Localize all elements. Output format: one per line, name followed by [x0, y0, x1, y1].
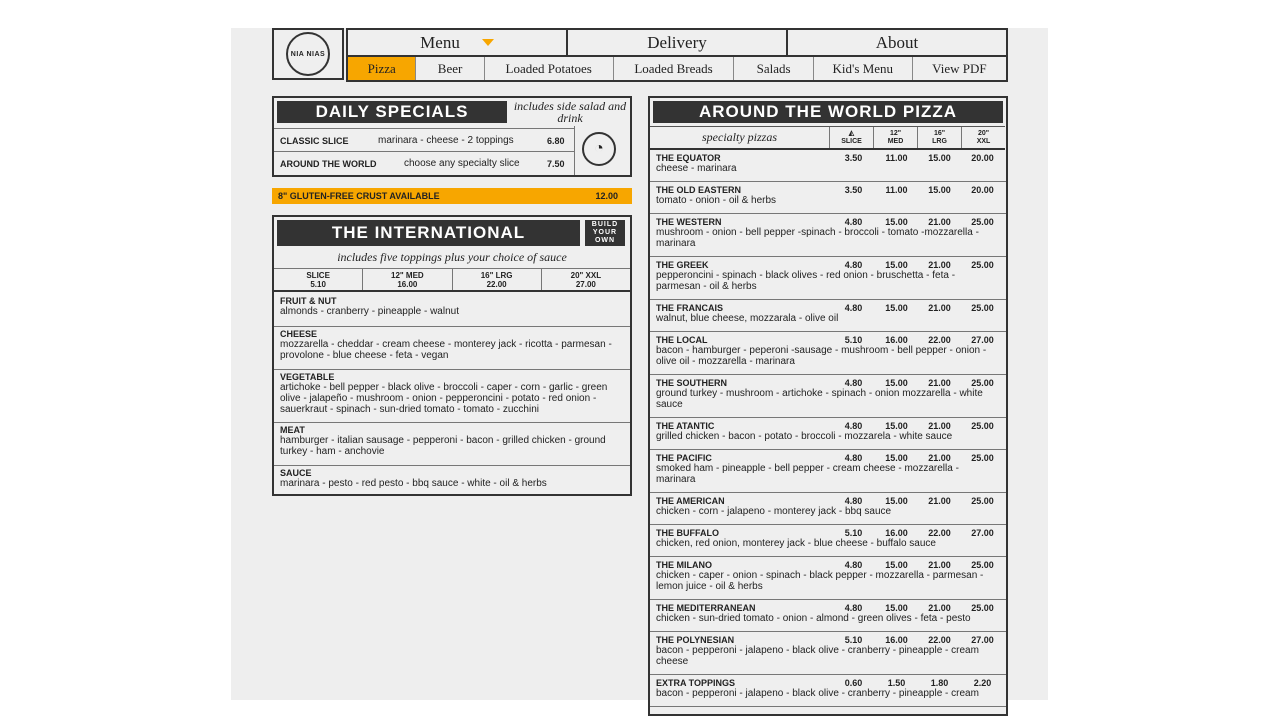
pizza-price: 1.80 — [930, 678, 949, 688]
pizza-price: 27.00 — [971, 335, 994, 345]
subnav-beer[interactable]: Beer — [416, 57, 484, 80]
pizza-name: THE FRANCAIS — [656, 303, 723, 313]
pizza-price: 21.00 — [928, 560, 951, 570]
pizza-price: 25.00 — [971, 217, 994, 227]
around-world-panel — [648, 96, 1008, 716]
gluten-free-banner — [272, 188, 632, 204]
pizza-price: 4.80 — [844, 378, 863, 388]
pizza-row — [650, 675, 1006, 707]
around-world-title: AROUND THE WORLD PIZZA — [653, 101, 1003, 123]
pizza-price: 21.00 — [928, 378, 951, 388]
size-price: 5.10 — [310, 279, 326, 289]
gluten-free-price: 12.00 — [595, 191, 618, 201]
pizza-price: 11.00 — [885, 185, 908, 195]
size-label: SLICE — [841, 137, 862, 145]
pizza-price: 25.00 — [971, 378, 994, 388]
pizza-price: 25.00 — [971, 303, 994, 313]
pizza-name: THE MILANO — [656, 560, 712, 570]
size-header — [274, 268, 630, 292]
pizza-row — [650, 557, 1006, 600]
pizza-price: 16.00 — [885, 335, 908, 345]
pizza-price: 16.00 — [885, 528, 908, 538]
subnav-view-pdf[interactable]: View PDF — [932, 60, 987, 76]
size-price: 27.00 — [575, 279, 596, 289]
group-items: marinara - pesto - red pesto - bbq sauce - white - oil & herbs — [280, 478, 547, 489]
special-name: AROUND THE WORLD — [280, 158, 377, 169]
pizza-desc: chicken, red onion, monterey jack - blue cheese - buffalo sauce — [656, 538, 936, 549]
pizza-price: 25.00 — [971, 560, 994, 570]
pizza-price: 15.00 — [928, 153, 951, 163]
size-label: 20" XXL — [570, 270, 602, 280]
topping-group — [274, 465, 630, 497]
pizza-price: 15.00 — [928, 185, 951, 195]
group-items: mozzarella - cheddar - cream cheese - monterey jack - ricotta - parmesan - provolone - blue cheese - feta - vegan — [280, 339, 612, 361]
pizza-price: 25.00 — [971, 260, 994, 270]
pizza-price: 16.00 — [885, 635, 908, 645]
pizza-prices — [832, 421, 1004, 431]
pizza-name: THE SOUTHERN — [656, 378, 728, 388]
pizza-price: 20.00 — [971, 153, 994, 163]
logo-text: NIA NIAS — [290, 50, 326, 58]
size-header — [650, 126, 1005, 150]
tab-label: Delivery — [647, 32, 707, 52]
tab-label: About — [875, 32, 919, 52]
pizza-name: THE GREEK — [656, 260, 709, 270]
pizza-price: 15.00 — [885, 303, 908, 313]
tab-label: Menu — [420, 32, 460, 52]
pizza-price: 15.00 — [885, 421, 908, 431]
pizza-price: 20.00 — [971, 185, 994, 195]
pizza-row — [650, 450, 1006, 493]
pizza-price: 25.00 — [971, 453, 994, 463]
pizza-row — [650, 150, 1006, 182]
size-col — [829, 127, 873, 148]
special-desc: marinara - cheese - 2 toppings — [378, 135, 514, 146]
topping-groups — [274, 294, 630, 497]
pizza-price: 5.10 — [844, 528, 863, 538]
daily-specials-note: includes side salad and drink — [513, 99, 627, 125]
pizza-prices — [832, 335, 1004, 345]
pizza-price: 15.00 — [885, 453, 908, 463]
pizza-name: THE ATANTIC — [656, 421, 715, 431]
pizza-desc: tomato - onion - oil & herbs — [656, 195, 777, 206]
group-items: almonds - cranberry - pineapple - walnut — [280, 306, 459, 317]
special-desc: choose any specialty slice — [404, 158, 520, 169]
pizza-name: EXTRA TOPPINGS — [656, 678, 736, 688]
size-label: 12" MED — [391, 270, 424, 280]
pizza-desc: ground turkey - mushroom - artichoke - spinach - onion mozzarella - white sauce — [656, 388, 983, 410]
pizza-price: 21.00 — [928, 603, 951, 613]
logo-mark — [286, 32, 330, 76]
pizza-desc: grilled chicken - bacon - potato - broccoli - mozzarela - white sauce — [656, 431, 953, 442]
build-your-own-badge: BUILD YOUR OWN — [585, 220, 625, 246]
pizza-price: 5.10 — [844, 335, 863, 345]
pizza-price: 3.50 — [844, 153, 863, 163]
group-name: MEAT — [280, 425, 305, 435]
subnav-kids-menu[interactable]: Kid's Menu — [814, 57, 913, 80]
pizza-price: 21.00 — [928, 453, 951, 463]
group-name: FRUIT & NUT — [280, 296, 337, 306]
around-world-subtitle: specialty pizzas — [702, 130, 777, 144]
size-label: 16" LRG — [480, 270, 513, 280]
pizza-price: 21.00 — [928, 260, 951, 270]
caret-down-icon — [482, 39, 494, 46]
pizza-row — [650, 182, 1006, 214]
size-price: 16.00 — [397, 279, 418, 289]
pizza-price: 4.80 — [844, 260, 863, 270]
subnav-loaded-breads[interactable]: Loaded Breads — [614, 57, 735, 80]
size-col — [541, 269, 630, 290]
menu-page — [231, 28, 1048, 700]
pizza-prices — [832, 453, 1004, 463]
pizza-row — [650, 300, 1006, 332]
pizza-price: 15.00 — [885, 560, 908, 570]
pizza-row — [650, 418, 1006, 450]
pizza-desc: chicken - corn - jalapeno - monterey jack - bbq sauce — [656, 506, 892, 517]
size-col — [274, 269, 362, 290]
subnav-pizza[interactable]: Pizza — [348, 57, 416, 80]
topping-group — [274, 369, 630, 422]
pizza-desc: smoked ham - pineapple - bell pepper - cream cheese - mozzarella - marinara — [656, 463, 959, 485]
menu-subnav — [346, 57, 1008, 82]
pizza-prices — [832, 560, 1004, 570]
size-col — [362, 269, 451, 290]
subnav-loaded-potatoes[interactable]: Loaded Potatoes — [485, 57, 614, 80]
pizza-desc: bacon - hamburger - peperoni -sausage - mushroom - bell pepper - onion - olive oil - mozzarella - marinara — [656, 345, 987, 367]
pizza-name: THE POLYNESIAN — [656, 635, 735, 645]
pizza-name: THE EQUATOR — [656, 153, 721, 163]
pizza-prices — [832, 635, 1004, 645]
topping-group — [274, 422, 630, 465]
pizza-prices — [832, 378, 1004, 388]
pizza-price: 21.00 — [928, 217, 951, 227]
pizza-price: 27.00 — [971, 528, 994, 538]
pizza-row — [650, 257, 1006, 300]
tab-delivery[interactable] — [567, 28, 787, 57]
pizza-prices — [832, 153, 1004, 163]
pizza-list — [650, 150, 1006, 707]
pizza-price: 1.50 — [887, 678, 906, 688]
pizza-price: 21.00 — [928, 303, 951, 313]
pizza-prices — [832, 217, 1004, 227]
pizza-row — [650, 493, 1006, 525]
special-row — [274, 151, 574, 175]
tab-about[interactable] — [787, 28, 1008, 57]
pizza-icon: ◔ — [582, 132, 616, 166]
daily-specials-panel — [272, 96, 632, 177]
pizza-row — [650, 332, 1006, 375]
pizza-price: 25.00 — [971, 496, 994, 506]
special-row — [274, 128, 574, 152]
special-name: CLASSIC SLICE — [280, 135, 349, 146]
pizza-desc: pepperoncini - spinach - black olives - red onion - bruschetta - feta - parmesan - oil & herbs — [656, 270, 956, 292]
pizza-price: 21.00 — [928, 421, 951, 431]
group-name: SAUCE — [280, 468, 312, 478]
pizza-row — [650, 214, 1006, 257]
pizza-row — [650, 525, 1006, 557]
pizza-prices — [832, 678, 1004, 688]
pizza-price: 27.00 — [971, 635, 994, 645]
pizza-price: 15.00 — [885, 603, 908, 613]
pizza-desc: cheese - marinara — [656, 163, 737, 174]
pizza-row — [650, 600, 1006, 632]
size-col — [917, 127, 961, 148]
pizza-price: 15.00 — [885, 496, 908, 506]
pizza-name: THE PACIFIC — [656, 453, 712, 463]
pizza-desc: walnut, blue cheese, mozzarala - olive oil — [656, 313, 839, 324]
size-top: 16" — [933, 129, 946, 137]
topping-group — [274, 326, 630, 369]
pizza-name: THE BUFFALO — [656, 528, 719, 538]
pizza-price: 3.50 — [844, 185, 863, 195]
pizza-name: THE MEDITERRANEAN — [656, 603, 756, 613]
pizza-name: THE WESTERN — [656, 217, 722, 227]
pizza-prices — [832, 303, 1004, 313]
pizza-price: 4.80 — [844, 560, 863, 570]
pizza-price: 4.80 — [844, 303, 863, 313]
pizza-price: 5.10 — [844, 635, 863, 645]
size-top: 20" — [977, 129, 990, 137]
pizza-price: 15.00 — [885, 217, 908, 227]
pizza-name: THE LOCAL — [656, 335, 708, 345]
pizza-price: 25.00 — [971, 421, 994, 431]
pizza-price: 22.00 — [928, 335, 951, 345]
brand-logo[interactable] — [272, 28, 344, 80]
pizza-price: 4.80 — [844, 217, 863, 227]
pizza-price: 25.00 — [971, 603, 994, 613]
group-items: artichoke - bell pepper - black olive - broccoli - caper - corn - garlic - green olive - jalapeño - mushroom - onion - pepperoncini - potato - red onion - sauerkraut - spinach - sun-dried tomato - tomato - zucchini — [280, 382, 608, 415]
size-col — [873, 127, 917, 148]
topping-group — [274, 294, 630, 326]
tab-menu[interactable] — [346, 28, 567, 57]
pizza-price: 4.80 — [844, 496, 863, 506]
international-panel — [272, 215, 632, 496]
pizza-desc: bacon - pepperoni - jalapeno - black olive - cranberry - pineapple - cream cheese — [656, 645, 979, 667]
pizza-desc: mushroom - onion - bell pepper -spinach - broccoli - tomato -mozzarella - marinara — [656, 227, 979, 249]
special-price: 7.50 — [547, 158, 565, 169]
pizza-name: THE AMERICAN — [656, 496, 725, 506]
pizza-prices — [832, 528, 1004, 538]
pizza-price: 22.00 — [928, 528, 951, 538]
size-col — [452, 269, 541, 290]
pizza-price: 0.60 — [844, 678, 863, 688]
size-col — [961, 127, 1005, 148]
pizza-prices — [832, 185, 1004, 195]
pizza-desc: chicken - sun-dried tomato - onion - almond - green olives - feta - pesto — [656, 613, 971, 624]
pizza-desc: chicken - caper - onion - spinach - black pepper - mozzarella - parmesan - lemon juice - oil & herbs — [656, 570, 984, 592]
pizza-price: 15.00 — [885, 378, 908, 388]
pizza-price: 15.00 — [885, 260, 908, 270]
group-name: VEGETABLE — [280, 372, 335, 382]
size-price: 22.00 — [486, 279, 507, 289]
size-label: MED — [887, 137, 904, 145]
pizza-name: THE OLD EASTERN — [656, 185, 742, 195]
group-items: hamburger - italian sausage - pepperoni - bacon - grilled chicken - ground turkey - ham - anchovie — [280, 435, 606, 457]
size-label: SLICE — [306, 270, 330, 280]
slice-icon: ◭ — [848, 129, 855, 137]
main-nav — [346, 28, 1008, 57]
pizza-price: 4.80 — [844, 603, 863, 613]
pizza-prices — [832, 496, 1004, 506]
pizza-price: 11.00 — [885, 153, 908, 163]
pizza-row — [650, 632, 1006, 675]
pizza-price: 4.80 — [844, 453, 863, 463]
pizza-price: 4.80 — [844, 421, 863, 431]
pizza-row — [650, 375, 1006, 418]
size-label: LRG — [932, 137, 947, 145]
size-label: XXL — [976, 137, 991, 145]
pizza-prices — [832, 260, 1004, 270]
daily-specials-title: DAILY SPECIALS — [277, 101, 507, 123]
divider — [574, 126, 575, 175]
gluten-free-label: 8" GLUTEN-FREE CRUST AVAILABLE — [278, 191, 440, 201]
international-title: THE INTERNATIONAL — [277, 220, 580, 246]
group-name: CHEESE — [280, 329, 318, 339]
special-price: 6.80 — [547, 135, 565, 146]
pizza-price: 22.00 — [928, 635, 951, 645]
pizza-prices — [832, 603, 1004, 613]
subnav-salads[interactable]: Salads — [734, 57, 813, 80]
pizza-price: 2.20 — [973, 678, 992, 688]
international-subtitle: includes five toppings plus your choice of sauce — [337, 250, 567, 264]
pizza-price: 21.00 — [928, 496, 951, 506]
pizza-desc: bacon - pepperoni - jalapeno - black olive - cranberry - pineapple - cream — [656, 688, 979, 699]
size-top: 12" — [889, 129, 902, 137]
